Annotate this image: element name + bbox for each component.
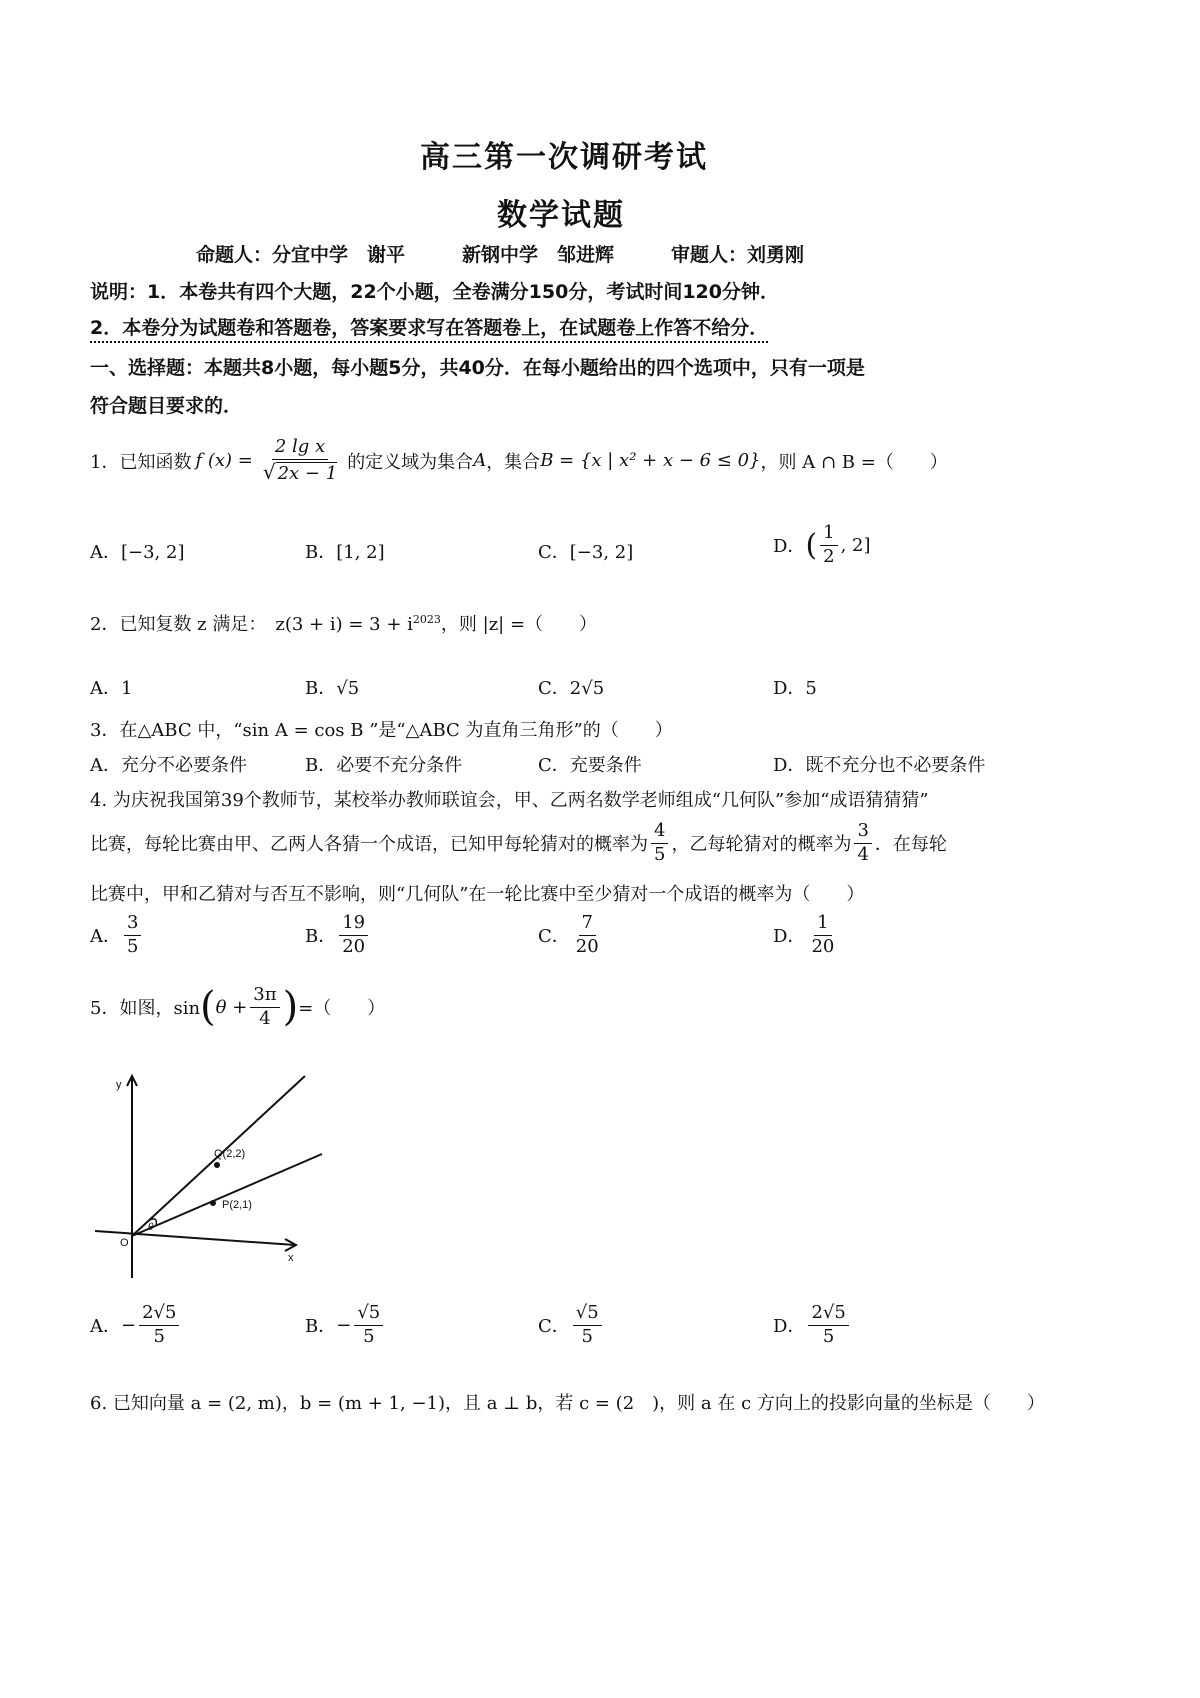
origin-label: O: [120, 1237, 129, 1249]
section-heading-line-1: 一、选择题：本题共8小题，每小题5分，共40分．在每小题给出的四个选项中，只有一项是: [90, 357, 865, 379]
q4-option-d[interactable]: D． $\frac{1}{20}$: [773, 912, 835, 957]
q1-fraction-num: 2 lg x: [272, 436, 328, 460]
section-heading-line-2: 符合题目要求的．: [90, 395, 243, 417]
page-subtitle: 数学试题: [497, 198, 625, 233]
authors-line: 命题人：分宜中学 谢平 新钢中学 邹进辉 审题人：刘勇刚: [196, 244, 805, 266]
q1-set-b: B = {x | x² + x − 6 ≤ 0}: [540, 450, 761, 471]
q1-mid2: ，集合: [486, 451, 541, 473]
question-2: 2．已知复数 z 满足： $z(3 + i) = 3 + i^{2023}$，则 |z| =（ ）: [90, 613, 598, 635]
q5-figure: [90, 1068, 340, 1288]
q2-option-d[interactable]: D．5: [773, 678, 817, 699]
question-4-line-3: 比赛中，甲和乙猜对与否互不影响，则“几何队”在一轮比赛中至少猜对一个成语的概率为（ ）: [90, 884, 865, 905]
q1-mid: 的定义域为集合: [347, 451, 474, 473]
q1-d-lparen: (: [805, 527, 818, 563]
note-line-1: 说明：1．本卷共有四个大题，22个小题，全卷满分150分，考试时间120分钟．: [90, 281, 779, 303]
p-label: P(2,1): [222, 1199, 252, 1211]
question-4-line-2: 比赛，每轮比赛由甲、乙两人各猜一个成语，已知甲每轮猜对的概率为 $\frac{4}{5}$ ，乙每轮猜对的概率为 $\frac{3}{4}$ ．在每轮: [90, 820, 947, 865]
q4-option-b[interactable]: B． $\frac{19}{20}$: [305, 912, 371, 958]
q1-option-b[interactable]: B．[1, 2]: [305, 542, 385, 563]
q1-prefix: 1．已知函数: [90, 451, 192, 473]
q1-suffix: ，则 A ∩ B =（ ）: [760, 451, 948, 473]
q1-option-a[interactable]: A．[−3, 2]: [90, 542, 185, 563]
note-line-2: 2．本卷分为试题卷和答题卷，答案要求写在答题卷上，在试题卷上作答不给分．: [90, 317, 769, 339]
q1-option-d[interactable]: D． ( $\frac{1}{2}$ , 2]: [773, 522, 871, 567]
line-op: [132, 1154, 322, 1236]
q4-prob-1: $\frac{4}{5}$: [651, 820, 668, 866]
q1-set-a: A: [473, 450, 487, 471]
q3-option-d[interactable]: D．既不充分也不必要条件: [773, 755, 986, 776]
q1-fraction: [260, 436, 340, 485]
q2-option-b[interactable]: B．√5: [305, 678, 360, 699]
q1-fraction-den: √ 2x − 1: [262, 459, 338, 484]
q2-option-a[interactable]: A．1: [90, 678, 133, 699]
q5-option-d[interactable]: D． $\frac{2√5}{5}$: [773, 1302, 852, 1348]
theta-label: θ: [148, 1222, 154, 1233]
q5-option-c[interactable]: C． $\frac{√5}{5}$: [538, 1302, 605, 1348]
q1-option-c[interactable]: C．[−3, 2]: [538, 542, 634, 563]
q5-rparen: ): [282, 984, 299, 1030]
point-p: [210, 1200, 216, 1206]
question-6: 6. 已知向量 a = (2, m)，b = (m + 1, −1)，且 a ⊥ b，若 c = (2 )，则 a 在 c 方向上的投影向量的坐标是（ ）: [90, 1393, 1045, 1414]
q-label: Q(2,2): [214, 1148, 246, 1160]
page-title: 高三第一次调研考试: [420, 140, 708, 175]
question-3: 3．在△ABC 中，“sin A = cos B ”是“△ABC 为直角三角形”的（ ）: [90, 720, 673, 741]
q5-option-a[interactable]: A． − $\frac{2√5}{5}$: [90, 1302, 182, 1348]
q5-option-b[interactable]: B． − $\frac{√5}{5}$: [305, 1302, 386, 1348]
question-4-line-1: 4. 为庆祝我国第39个教师节，某校举办教师联谊会，甲、乙两名数学老师组成“几何队”参加“成语猜猜猜”: [90, 790, 929, 811]
point-q: [214, 1162, 220, 1168]
question-1: [90, 436, 948, 485]
q4-option-a[interactable]: A． $\frac{3}{5}$: [90, 912, 144, 958]
q4-prob-2: $\frac{3}{4}$: [854, 820, 871, 866]
q4-option-c[interactable]: C． $\frac{7}{20}$: [538, 912, 599, 957]
y-label: y: [116, 1079, 122, 1091]
question-5: 5．如图，sin ( θ + $\frac{3\pi}{4}$ ) =（ ）: [90, 984, 386, 1030]
q3-option-c[interactable]: C．充要条件: [538, 755, 642, 776]
q1-fx: f (x) =: [195, 450, 253, 471]
x-label: x: [288, 1252, 294, 1264]
q2-option-c[interactable]: C．2√5: [538, 678, 605, 699]
q5-lparen: (: [200, 984, 216, 1030]
q3-option-a[interactable]: A．充分不必要条件: [90, 755, 247, 776]
q3-option-b[interactable]: B．必要不充分条件: [305, 755, 463, 776]
